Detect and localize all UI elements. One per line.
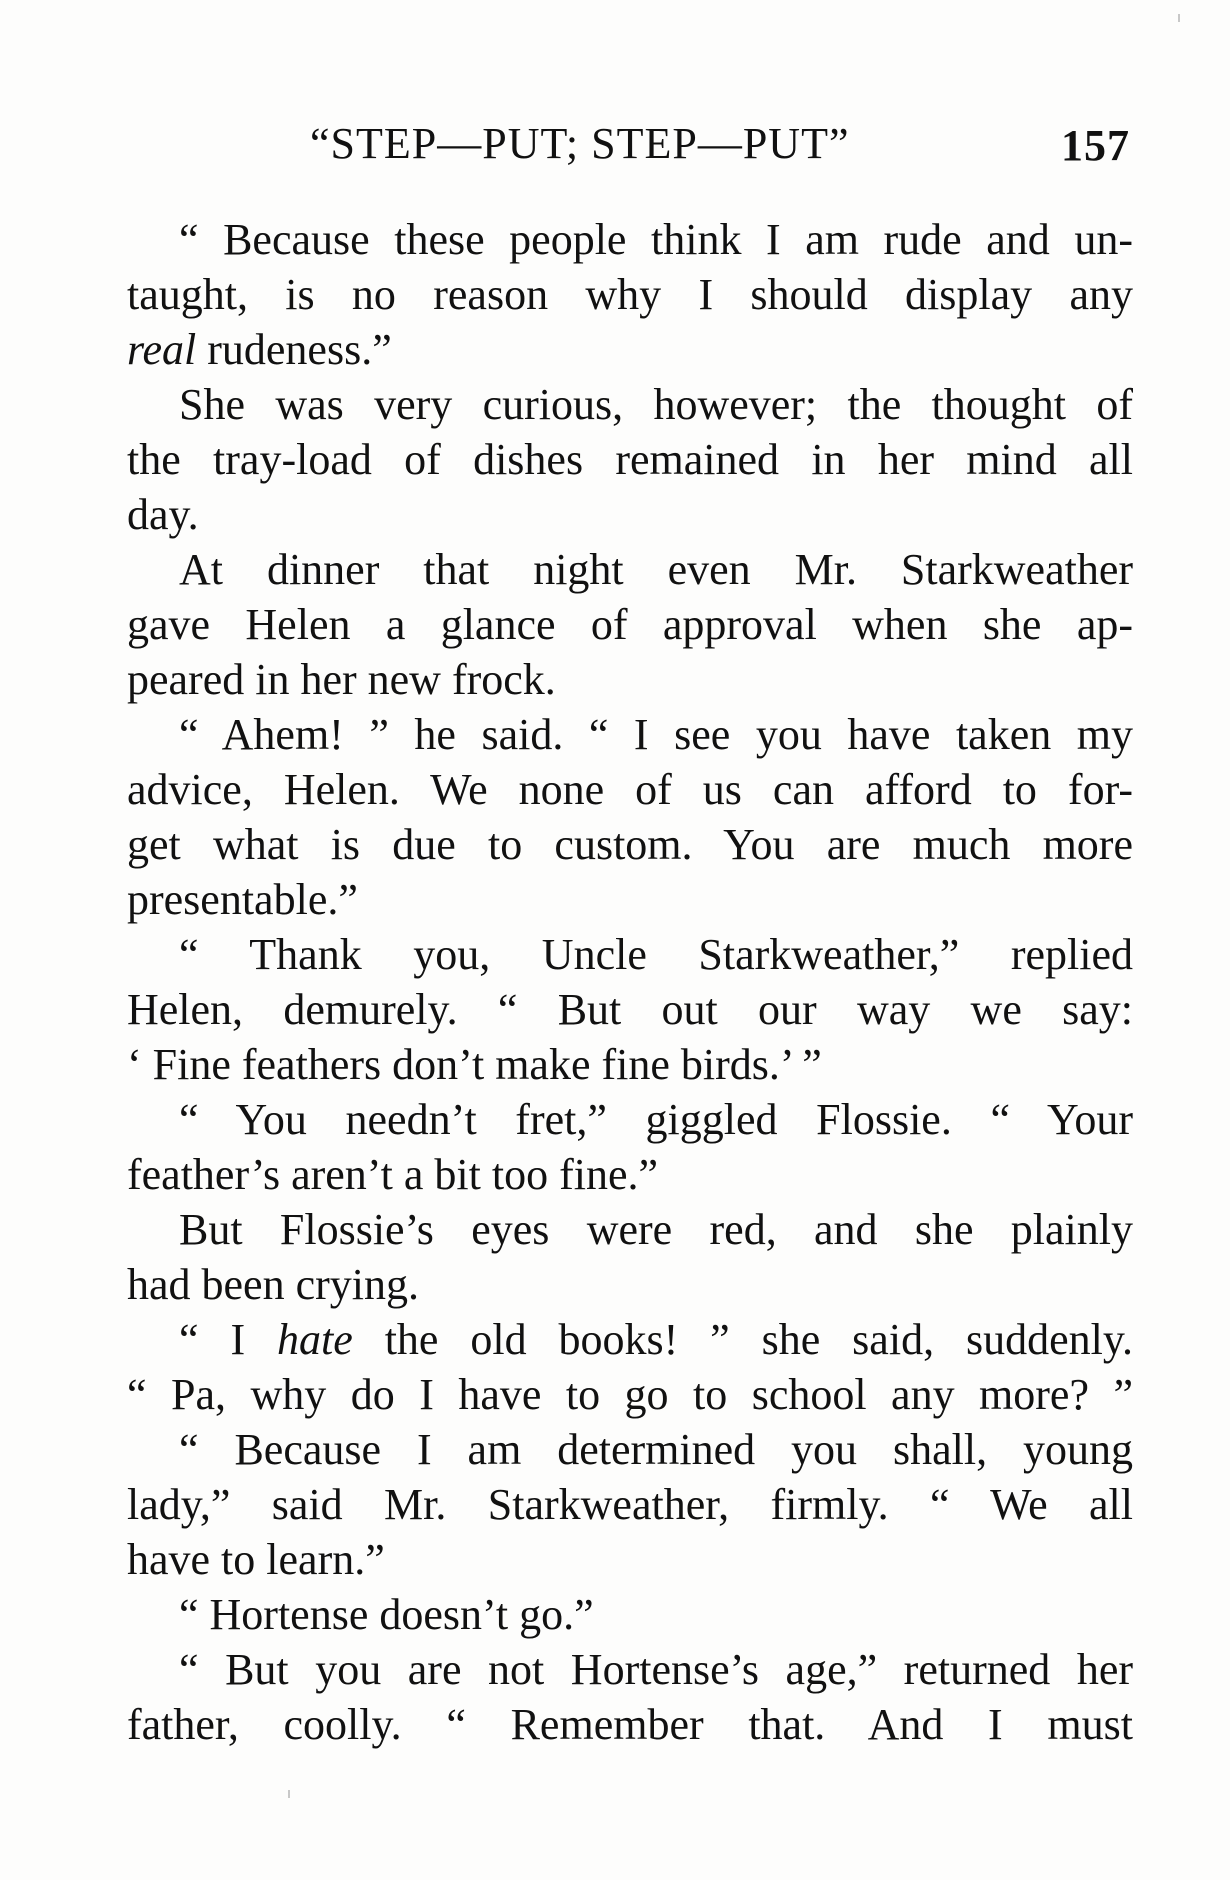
text-line: “ You needn’t fret,” giggled Flossie. “ Your [179, 1095, 1133, 1144]
text-line: get what is due to custom. You are much more [127, 820, 1133, 869]
text-line: feather’s aren’t a bit too fine.” [127, 1150, 659, 1199]
running-title: “STEP—PUT; STEP—PUT” [310, 119, 850, 168]
text-line: “ Ahem! ” he said. “ I see you have taken my [179, 710, 1133, 759]
text-line: peared in her new frock. [127, 655, 556, 704]
text-line: “ Hortense doesn’t go.” [179, 1590, 594, 1639]
emphasis: hate [277, 1315, 353, 1364]
text-line: day. [127, 490, 199, 539]
paper-speck [1178, 14, 1180, 22]
paper-speck [288, 1790, 290, 1798]
text-line: “ Because I am determined you shall, young [179, 1425, 1133, 1474]
text-line: “ Pa, why do I have to go to school any more? ” [127, 1370, 1133, 1419]
text-line: Helen, demurely. “ But out our way we say: [127, 985, 1133, 1034]
text-line: “ I hate the old books! ” she said, suddenly. [179, 1315, 1133, 1364]
body-text [127, 212, 1133, 1752]
text-line: “ Because these people think I am rude and un- [179, 215, 1133, 264]
page-number: 157 [1061, 121, 1130, 170]
text-line: But Flossie’s eyes were red, and she plainly [179, 1205, 1133, 1254]
text-line: She was very curious, however; the thought of [179, 380, 1133, 429]
text-line: the tray-load of dishes remained in her mind all [127, 435, 1133, 484]
text-line: ‘ Fine feathers don’t make fine birds.’ ” [127, 1040, 822, 1089]
text-line: presentable.” [127, 875, 358, 924]
text-line: “ But you are not Hortense’s age,” returned her [179, 1645, 1133, 1694]
text-line: real rudeness.” [127, 325, 392, 374]
text-line: advice, Helen. We none of us can afford to for- [127, 765, 1133, 814]
text-line: gave Helen a glance of approval when she ap- [127, 600, 1133, 649]
emphasis: real [127, 325, 197, 374]
text-line: At dinner that night even Mr. Starkweather [179, 545, 1133, 594]
text-line: “ Thank you, Uncle Starkweather,” replied [179, 930, 1133, 979]
text-line: father, coolly. “ Remember that. And I must [127, 1700, 1133, 1749]
text-line: have to learn.” [127, 1535, 385, 1584]
running-head [130, 118, 1130, 178]
text-line: lady,” said Mr. Starkweather, firmly. “ We all [127, 1480, 1133, 1529]
text-line: taught, is no reason why I should display any [127, 270, 1133, 319]
text-line: had been crying. [127, 1260, 419, 1309]
